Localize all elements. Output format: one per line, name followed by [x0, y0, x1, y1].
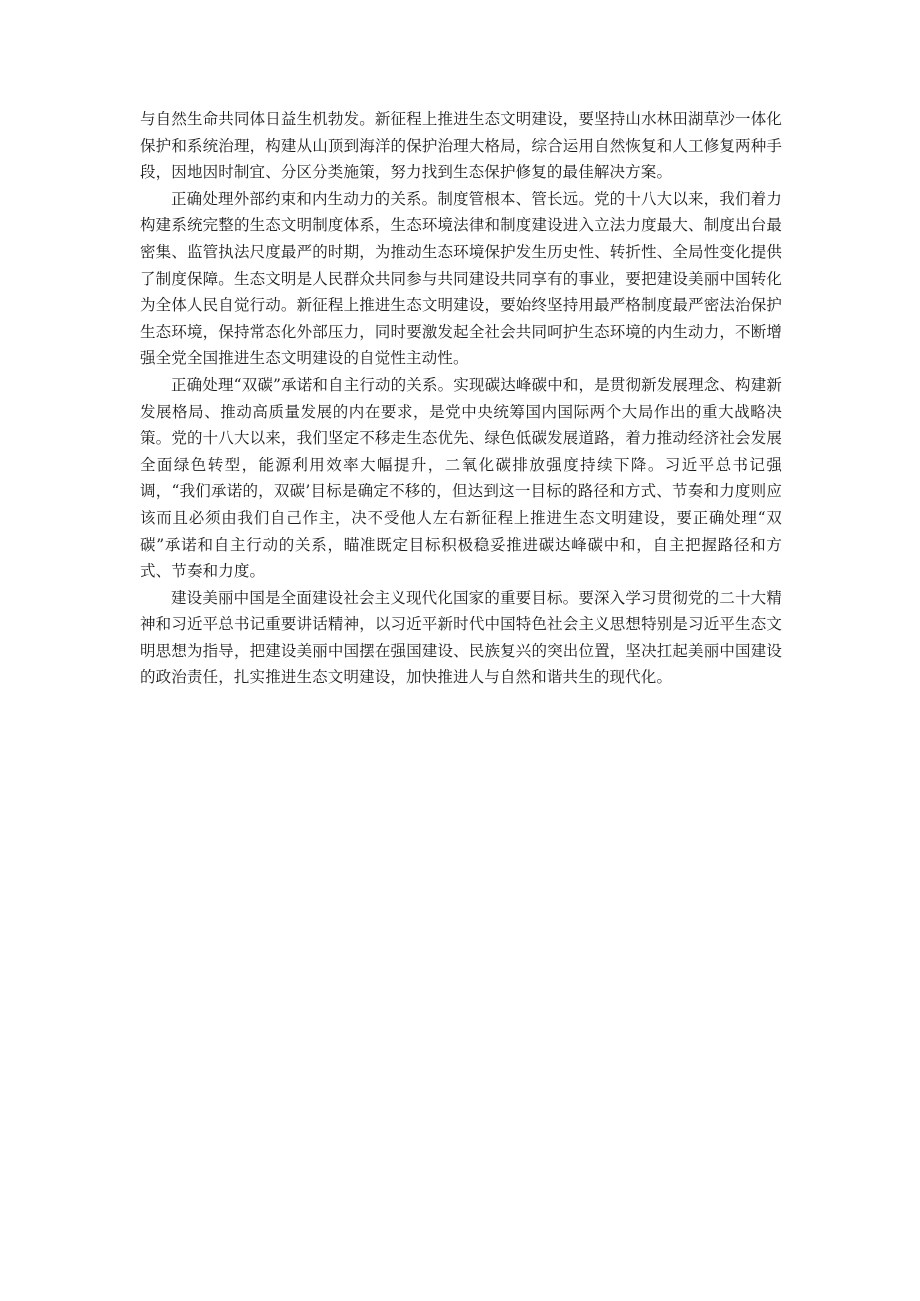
paragraph-ecosystem-restoration: 与自然生命共同体日益生机勃发。新征程上推进生态文明建设，要坚持山水林田湖草沙一体化保护和系统治理，构建从山顶到海洋的保护治理大格局，综合运用自然恢复和人工修复两种手段，因地因时制宜、分区分类施策，努力找到生态保护修复的最佳解决方案。: [140, 110, 782, 182]
paragraph-dual-carbon: 正确处理“双碳”承诺和自主行动的关系。实现碳达峰碳中和，是贯彻新发展理念、构建新发展格局、推动高质量发展的内在要求，是党中央统筹国内国际两个大局作出的重大战略决策。党的十八大以来，我们坚定不移走生态优先、绿色低碳发展道路，着力推动经济社会发展全面绿色转型，能源利用效率大幅提升，二氧化碳排放强度持续下降。习近平总书记强调，“我们承诺的，双碳’目标是确定不移的，但达到这一目标的路径和方式、节奏和力度则应该而且必须由我们自己作主，决不受他人左右新征程上推进生态文明建设，要正确处理“双碳”承诺和自主行动的关系，瞄准既定目标积极稳妥推进碳达峰碳中和，自主把握路径和方式、节奏和力度。: [140, 375, 782, 581]
paragraph-beautiful-china: 建设美丽中国是全面建设社会主义现代化国家的重要目标。要深入学习贯彻党的二十大精神和习近平总书记重要讲话精神，以习近平新时代中国特色社会主义思想特别是习近平生态文明思想为指导，把建设美丽中国摆在强国建设、民族复兴的突出位置，坚决扛起美丽中国建设的政治责任，扎实推进生态文明建设，加快推进人与自然和谐共生的现代化。: [140, 588, 782, 687]
document-page: [140, 106, 782, 691]
paragraph-external-constraints: 正确处理外部约束和内生动力的关系。制度管根本、管长远。党的十八大以来，我们着力构建系统完整的生态文明制度体系，生态环境法律和制度建设进入立法力度最大、制度出台最密集、监管执法尺度最严的时期，为推动生态环境保护发生历史性、转折性、全局性变化提供了制度保障。生态文明是人民群众共同参与共同建设共同享有的事业，要把建设美丽中国转化为全体人民自觉行动。新征程上推进生态文明建设，要始终坚持用最严格制度最严密法治保护生态环境，保持常态化外部压力，同时要激发起全社会共同呵护生态环境的内生动力，不断增强全党全国推进生态文明建设的自觉性主动性。: [140, 189, 782, 368]
